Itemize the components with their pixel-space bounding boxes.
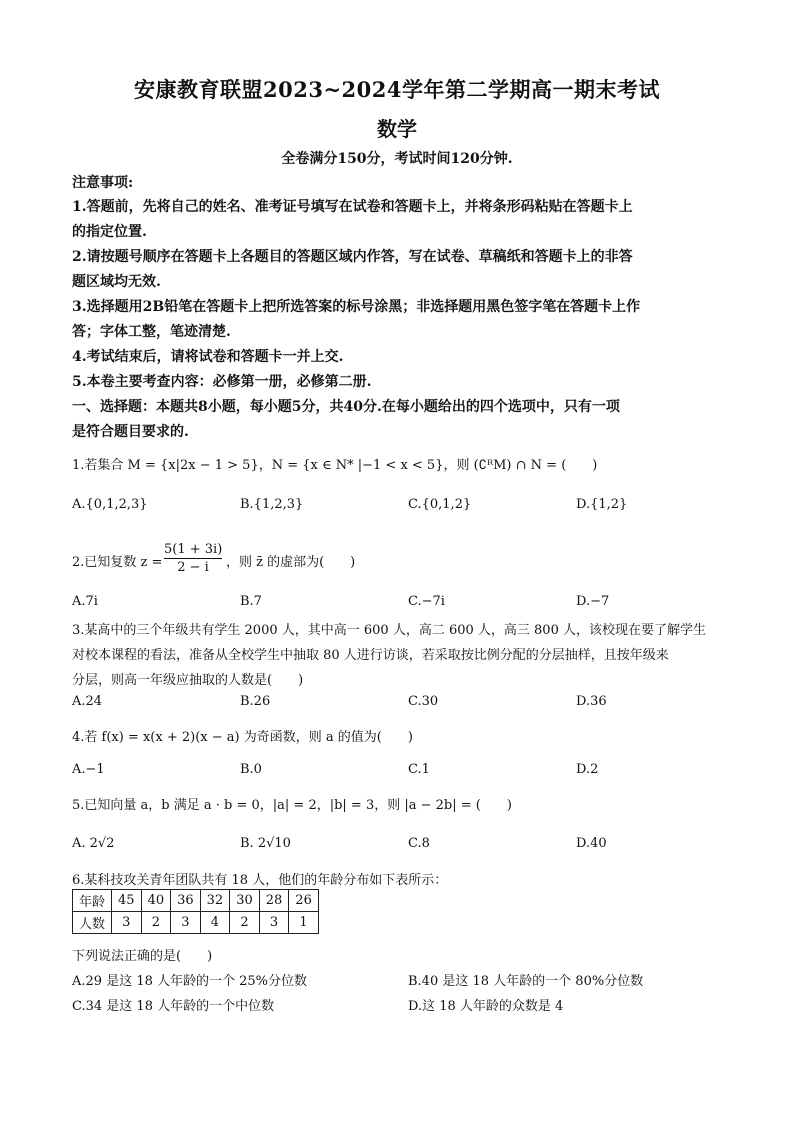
question-6-prompt: 下列说法正确的是( ) — [72, 949, 213, 964]
table-cell: 3 — [112, 912, 142, 934]
option-a: A.24 — [72, 694, 103, 709]
table-cell: 45 — [112, 890, 142, 912]
question-6: 6.某科技攻关青年团队共有 18 人，他们的年龄分布如下表所示： — [72, 873, 448, 888]
table-cell: 3 — [171, 912, 201, 934]
table-cell: 30 — [230, 890, 260, 912]
notice-line-3: 2.请按题号顺序在答题卡上各题目的答题区域内作答，写在试卷、草稿纸和答题卡上的非答 — [72, 249, 633, 265]
fraction — [164, 542, 222, 575]
notice-line-2: 的指定位置. — [72, 224, 147, 240]
notice-line-8: 5.本卷主要考查内容：必修第一册，必修第二册. — [72, 374, 372, 390]
question-2-suffix: ，则 z̄ 的虚部为( ) — [226, 555, 356, 570]
notice-line-4: 题区域均无效. — [72, 274, 161, 290]
question-5-options — [72, 836, 732, 856]
option-b: B.26 — [240, 694, 271, 709]
option-d: D.36 — [576, 694, 607, 709]
table-cell: 2 — [141, 912, 171, 934]
question-3-options — [72, 694, 732, 714]
notice-line-6: 答；字体工整，笔迹清楚. — [72, 324, 231, 340]
option-c: C.−7i — [408, 594, 445, 609]
question-1-options — [72, 497, 732, 517]
question-2-options — [72, 594, 732, 614]
section-heading-line-1: 一、选择题：本题共8小题，每小题5分，共40分.在每小题给出的四个选项中，只有一项 — [72, 399, 620, 415]
option-b: B.0 — [240, 762, 262, 777]
fraction-denominator: 2 − i — [177, 560, 209, 575]
option-d: D.{1,2} — [576, 497, 628, 512]
option-b: B.{1,2,3} — [240, 497, 304, 512]
question-4: 4.若 f(x) = x(x + 2)(x − a) 为奇函数，则 a 的值为( ) — [72, 730, 413, 745]
table-cell: 26 — [289, 890, 319, 912]
option-c: C.30 — [408, 694, 439, 709]
notice-heading: 注意事项: — [72, 175, 134, 191]
option-c: C.34 是这 18 人年龄的一个中位数 — [72, 999, 275, 1014]
question-3-line-2: 对校本课程的看法，准备从全校学生中抽取 80 人进行访谈，若采取按比例分配的分层抽样，且按年级来 — [72, 648, 669, 663]
age-distribution-table — [72, 889, 319, 934]
section-heading-line-2: 是符合题目要求的. — [72, 424, 189, 440]
option-c: C.8 — [408, 836, 430, 851]
question-6-options-row-2 — [72, 995, 732, 1015]
option-d: D.40 — [576, 836, 607, 851]
notice-line-1: 1.答题前，先将自己的姓名、准考证号填写在试卷和答题卡上，并将条形码粘贴在答题卡上 — [72, 199, 633, 215]
table-cell: 32 — [200, 890, 230, 912]
option-b: B. 2√10 — [240, 836, 291, 851]
question-2 — [72, 542, 732, 582]
option-a: A.−1 — [72, 762, 105, 777]
question-5: 5.已知向量 a，b 满足 a · b = 0，|a| = 2，|b| = 3，则 |a − 2b| = ( ) — [72, 798, 512, 813]
question-6-options-row-1 — [72, 970, 732, 990]
table-cell: 28 — [259, 890, 289, 912]
fraction-numerator: 5(1 + 3i) — [164, 542, 223, 557]
option-d: D.−7 — [576, 594, 610, 609]
option-a: A. 2√2 — [72, 836, 115, 851]
question-1: 1.若集合 M = {x|2x − 1 > 5}，N = {x ∈ N* |−1 < x < 5}，则 (∁ᴿM) ∩ N = ( ) — [72, 458, 598, 473]
notice-line-7: 4.考试结束后，请将试卷和答题卡一并上交. — [72, 349, 344, 365]
exam-info: 全卷满分150分，考试时间120分钟. — [281, 151, 513, 167]
notice-line-5: 3.选择题用2B铅笔在答题卡上把所选答案的标号涂黑；非选择题用黑色签字笔在答题卡上作 — [72, 299, 641, 315]
exam-title: 安康教育联盟2023~2024学年第二学期高一期末考试 — [134, 77, 660, 102]
subject-title: 数学 — [377, 117, 417, 141]
table-cell: 1 — [289, 912, 319, 934]
option-b: B.40 是这 18 人年龄的一个 80%分位数 — [408, 974, 644, 989]
table-cell: 3 — [259, 912, 289, 934]
option-c: C.1 — [408, 762, 430, 777]
question-4-options — [72, 762, 732, 782]
table-row — [73, 890, 319, 912]
option-a: A.29 是这 18 人年龄的一个 25%分位数 — [72, 974, 308, 989]
question-3-line-1: 3.某高中的三个年级共有学生 2000 人，其中高一 600 人，高二 600 人，高三 800 人，该校现在要了解学生 — [72, 623, 706, 638]
option-c: C.{0,1,2} — [408, 497, 472, 512]
question-3-line-3: 分层，则高一年级应抽取的人数是( ) — [72, 673, 304, 688]
table-cell: 40 — [141, 890, 171, 912]
option-d: D.这 18 人年龄的众数是 4 — [408, 999, 564, 1014]
table-cell: 人数 — [73, 912, 112, 934]
option-d: D.2 — [576, 762, 599, 777]
table-row — [73, 912, 319, 934]
option-a: A.7i — [72, 594, 98, 609]
table-cell: 年龄 — [73, 890, 112, 912]
question-2-prefix: 2.已知复数 z = — [72, 555, 163, 570]
table-cell: 36 — [171, 890, 201, 912]
option-a: A.{0,1,2,3} — [72, 497, 148, 512]
option-b: B.7 — [240, 594, 262, 609]
table-cell: 4 — [200, 912, 230, 934]
table-cell: 2 — [230, 912, 260, 934]
